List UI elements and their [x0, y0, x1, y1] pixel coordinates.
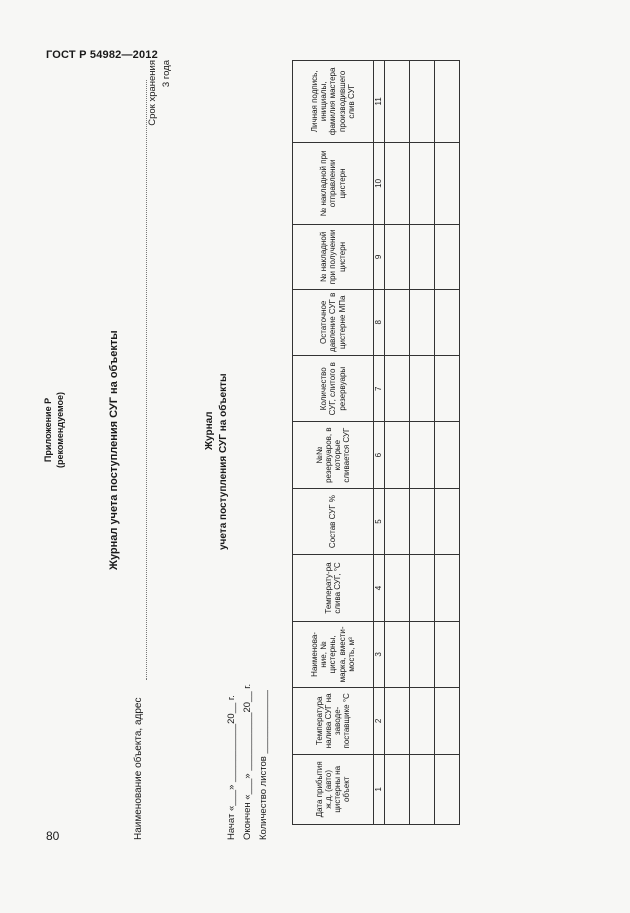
header-cell: Состав СУГ %	[293, 488, 374, 554]
table-row	[435, 61, 460, 825]
column-number: 5	[374, 488, 385, 554]
object-label: Наименование объекта, адрес	[133, 697, 144, 840]
standard-number: ГОСТ Р 54982—2012	[46, 49, 158, 61]
table-cell	[435, 225, 460, 289]
table-cell	[410, 142, 435, 225]
table-cell	[410, 488, 435, 554]
journal-heading: Журнал	[204, 411, 215, 450]
table-cell	[385, 289, 410, 355]
table-cell	[410, 555, 435, 621]
table-cell	[435, 621, 460, 687]
header-cell: №№ резервуаров, в которые сливается СУГ	[293, 422, 374, 488]
column-number-row	[374, 61, 385, 825]
table-cell	[385, 225, 410, 289]
retention-label: Срок хранения	[147, 60, 158, 126]
header-cell: № накладной при получении цистерн	[293, 225, 374, 289]
header-cell: Количество СУГ, слитого в резервуары	[293, 356, 374, 422]
table-cell	[385, 422, 410, 488]
table-cell	[385, 754, 410, 824]
header-row	[293, 61, 374, 825]
column-number: 4	[374, 555, 385, 621]
table-cell	[385, 488, 410, 554]
table-cell	[410, 688, 435, 754]
table-cell	[435, 61, 460, 143]
table-cell	[410, 621, 435, 687]
main-title: Журнал учета поступления СУГ на объекты	[108, 330, 120, 570]
header-cell: Наименова-ние, № цистерны, марка, вмести-мость, м³	[293, 621, 374, 687]
header-cell: Личная подпись, инициалы, фамилия мастера производившего слив СУГ	[293, 61, 374, 143]
journal-table	[292, 60, 460, 825]
appendix-subtitle: (рекомендуемое)	[55, 392, 65, 468]
table-cell	[385, 142, 410, 225]
header-cell: № накладной при отправлении цистерн	[293, 142, 374, 225]
table-cell	[435, 289, 460, 355]
table-row	[410, 61, 435, 825]
column-number: 7	[374, 356, 385, 422]
table-cell	[385, 61, 410, 143]
page-number: 80	[46, 829, 60, 843]
header-cell: Остаточное давление СУГ в цистерне МПа	[293, 289, 374, 355]
started-line: Начат «___» ___________20__ г.	[226, 695, 237, 840]
retention-value: 3 года	[161, 60, 172, 88]
table-cell	[435, 356, 460, 422]
table-cell	[435, 142, 460, 225]
journal-subheading: учета поступления СУГ на объекты	[218, 373, 229, 550]
table-cell	[385, 688, 410, 754]
rotated-sheet	[40, 60, 440, 840]
table-cell	[435, 754, 460, 824]
table-row	[385, 61, 410, 825]
table-cell	[385, 555, 410, 621]
table-cell	[435, 688, 460, 754]
column-number: 10	[374, 142, 385, 225]
column-number: 3	[374, 621, 385, 687]
table-cell	[385, 621, 410, 687]
table-cell	[385, 356, 410, 422]
column-number: 9	[374, 225, 385, 289]
column-number: 6	[374, 422, 385, 488]
table-cell	[435, 488, 460, 554]
table-cell	[410, 356, 435, 422]
table-cell	[410, 289, 435, 355]
column-number: 8	[374, 289, 385, 355]
header-cell: Температу-ра слива СУГ, °С	[293, 555, 374, 621]
table-cell	[410, 422, 435, 488]
column-number: 2	[374, 688, 385, 754]
table-cell	[435, 555, 460, 621]
header-cell: Дата прибытия ж.д. (авто) цистерны на объект	[293, 754, 374, 824]
header-cell: Температура налива СУГ на заводе-поставщике °С	[293, 688, 374, 754]
sheets-count-line: Количество листов ____________	[258, 690, 269, 840]
column-number: 11	[374, 61, 385, 143]
table-cell	[435, 422, 460, 488]
table-cell	[410, 754, 435, 824]
appendix-title: Приложение Р	[43, 397, 53, 463]
ended-line: Окончен «___» ___________20__ г.	[242, 683, 253, 840]
table-cell	[410, 225, 435, 289]
table-cell	[410, 61, 435, 143]
column-number: 1	[374, 754, 385, 824]
